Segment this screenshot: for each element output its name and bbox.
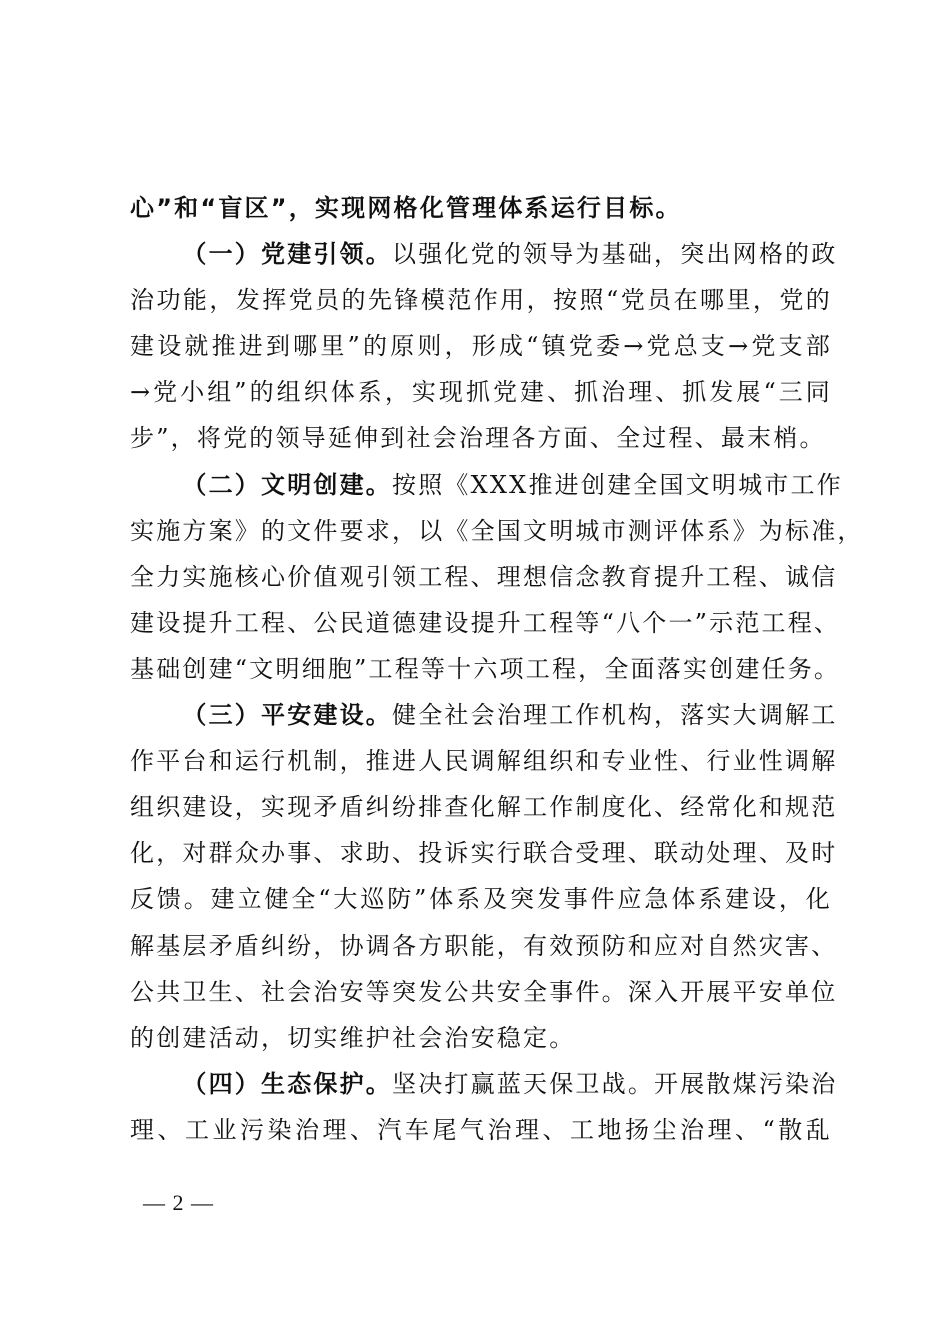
paragraph-line (130, 462, 843, 508)
paragraph-line: 反馈。建立健全“大巡防”体系及突发事件应急体系建设，化 (130, 885, 832, 914)
paragraph-line: →党小组”的组织体系，实现抓党建、抓治理、抓发展“三同 (130, 378, 832, 407)
paragraph-text: 按照《XXX推进创建全国文明城市工作 (392, 470, 843, 499)
paragraph-line: 化，对群众办事、求助、投诉实行联合受理、联动处理、及时 (130, 839, 838, 868)
paragraph-line: 实施方案》的文件要求，以《全国文明城市测评体系》为标准， (130, 516, 864, 545)
paragraph-line: 建设提升工程、公民道德建设提升工程等“八个一”示范工程、 (130, 608, 841, 637)
paragraph-line (130, 692, 838, 738)
paragraph-line: 作平台和运行机制，推进人民调解组织和专业性、行业性调解 (130, 747, 838, 776)
paragraph-line: 建设就推进到哪里”的原则，形成“镇党委→党总支→党支部 (130, 332, 832, 361)
paragraph-line: 全力实施核心价值观引领工程、理想信念教育提升工程、诚信 (130, 562, 838, 591)
section-heading-2: （二）文明创建。 (182, 470, 393, 499)
paragraph-line: 步”，将党的领导延伸到社会治理各方面、全过程、最末梢。 (130, 424, 826, 453)
section-heading-3: （三）平安建设。 (182, 701, 393, 730)
paragraph-text: 以强化党的领导为基础，突出网格的政 (392, 240, 838, 269)
paragraph-line: 解基层矛盾纠纷，协调各方职能，有效预防和应对自然灾害、 (130, 931, 838, 960)
paragraph-text: 坚决打赢蓝天保卫战。开展散煤污染治 (392, 1069, 838, 1098)
paragraph-line: 的创建活动，切实维护社会治安稳定。 (130, 1023, 576, 1052)
document-body (130, 185, 864, 1153)
paragraph-text: 健全社会治理工作机构，落实大调解工 (392, 701, 838, 730)
paragraph-line: 组织建设，实现矛盾纠纷排查化解工作制度化、经常化和规范 (130, 793, 838, 822)
page-number: — 2 — (143, 1190, 214, 1215)
paragraph-line: 治功能，发挥党员的先锋模范作用，按照“党员在哪里，党的 (130, 286, 832, 315)
paragraph-line: 理、工业污染治理、汽车尾气治理、工地扬尘治理、“散乱 (130, 1115, 832, 1144)
paragraph-line (130, 231, 838, 277)
paragraph-line: 公共卫生、社会治安等突发公共安全事件。深入开展平安单位 (130, 977, 838, 1006)
section-heading-1: （一）党建引领。 (182, 240, 393, 269)
paragraph-line (130, 1061, 838, 1107)
paragraph-line: 基础创建“文明细胞”工程等十六项工程，全面落实创建任务。 (130, 654, 841, 683)
section-heading-4: （四）生态保护。 (182, 1069, 393, 1098)
paragraph-line: 心”和“盲区”，实现网格化管理体系运行目标。 (130, 194, 682, 222)
